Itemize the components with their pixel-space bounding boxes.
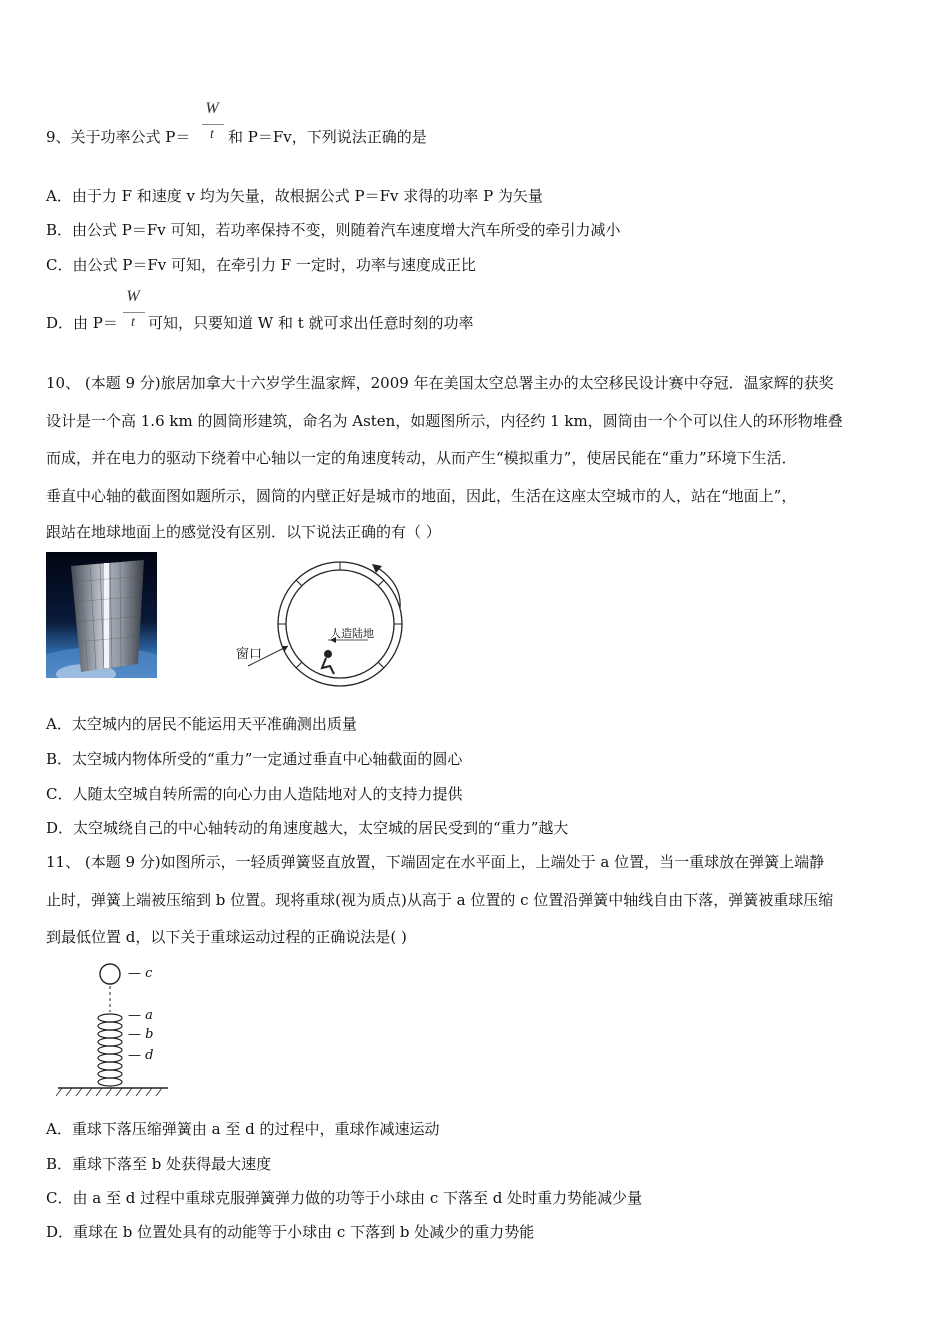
spring-label-a: — a [128,1008,153,1023]
q11-option-d: D．重球在 b 位置处具有的动能等于小球由 c 下落到 b 处减少的重力势能 [46,1223,535,1241]
q9-option-d-prefix: D．由 P＝ [46,314,118,332]
q9-optd-fraction-bar [123,312,145,313]
q11-option-b: B．重球下落至 b 处获得最大速度 [46,1155,272,1173]
q10-stem-line-5: 跟站在地球地面上的感觉没有区别．以下说法正确的有（ ） [46,523,441,541]
q9-stem-suffix: 和 P＝Fv，下列说法正确的是 [228,128,427,146]
q11-option-c: C．由 a 至 d 过程中重球克服弹簧弹力做的功等于小球由 c 下落至 d 处时重力势能减少量 [46,1189,643,1207]
q11-stem-line-1: 11、 (本题 9 分)如图所示，一轻质弹簧竖直放置，下端固定在水平面上，上端处于 a 位置，当一重球放在弹簧上端静 [46,853,825,871]
spring-label-d: — d [128,1048,154,1063]
diagram-label-artificial-ground: 人造陆地 [330,628,374,640]
q9-option-c: C．由公式 P＝Fv 可知，在牵引力 F 一定时，功率与速度成正比 [46,256,476,274]
space-city-cross-section-diagram [230,556,410,696]
q11-stem-line-2: 止时，弹簧上端被压缩到 b 位置。现将重球(视为质点)从高于 a 位置的 c 位置沿弹簧中轴线自由下落，弹簧被重球压缩 [46,891,834,909]
q9-option-a: A．由于力 F 和速度 v 均为矢量，故根据公式 P＝Fv 求得的功率 P 为矢量 [46,187,543,205]
q10-option-d: D．太空城绕自己的中心轴转动的角速度越大，太空城的居民受到的“重力”越大 [46,819,569,837]
q9-option-b: B．由公式 P＝Fv 可知，若功率保持不变，则随着汽车速度增大汽车所受的牵引力减小 [46,221,621,239]
q9-optd-fraction-numerator: W [126,288,140,305]
space-city-photo [46,552,157,678]
spring-ball-diagram [56,960,176,1100]
q10-stem-line-4: 垂直中心轴的截面图如题所示，圆筒的内壁正好是城市的地面，因此，生活在这座太空城市的人，站在“地面上”， [46,487,797,505]
q9-stem-prefix: 9、关于功率公式 P＝ [46,128,191,146]
q10-option-c: C．人随太空城自转所需的向心力由人造陆地对人的支持力提供 [46,785,463,803]
q11-stem-line-3: 到最低位置 d，以下关于重球运动过程的正确说法是( ) [46,928,407,946]
q10-stem-line-2: 设计是一个高 1.6 km 的圆筒形建筑，命名为 Asten，如题图所示，内径约 1 km，圆筒由一个个可以住人的环形物堆叠 [46,412,843,430]
q9-fraction-denominator: t [210,127,214,142]
q10-stem-line-1: 10、 (本题 9 分)旅居加拿大十六岁学生温家辉，2009 年在美国太空总署主办的太空移民设计赛中夺冠．温家辉的获奖 [46,374,834,392]
q9-option-d-suffix: 可知，只要知道 W 和 t 就可求出任意时刻的功率 [148,314,474,332]
q10-stem-line-3: 而成，并在电力的驱动下绕着中心轴以一定的角速度转动，从而产生“模拟重力”，使居民能在“重力”环境下生活． [46,449,797,467]
q9-fraction-numerator: W [205,100,219,117]
spring-label-c: — c [128,966,153,981]
diagram-label-window: 窗口 [236,646,263,661]
q11-option-a: A．重球下落压缩弹簧由 a 至 d 的过程中，重球作减速运动 [46,1120,440,1138]
q9-optd-fraction-denominator: t [131,315,135,330]
q10-option-b: B．太空城内物体所受的“重力”一定通过垂直中心轴截面的圆心 [46,750,463,768]
q9-fraction-bar [202,124,224,125]
q10-option-a: A．太空城内的居民不能运用天平准确测出质量 [46,715,357,733]
spring-label-b: — b [128,1027,154,1042]
